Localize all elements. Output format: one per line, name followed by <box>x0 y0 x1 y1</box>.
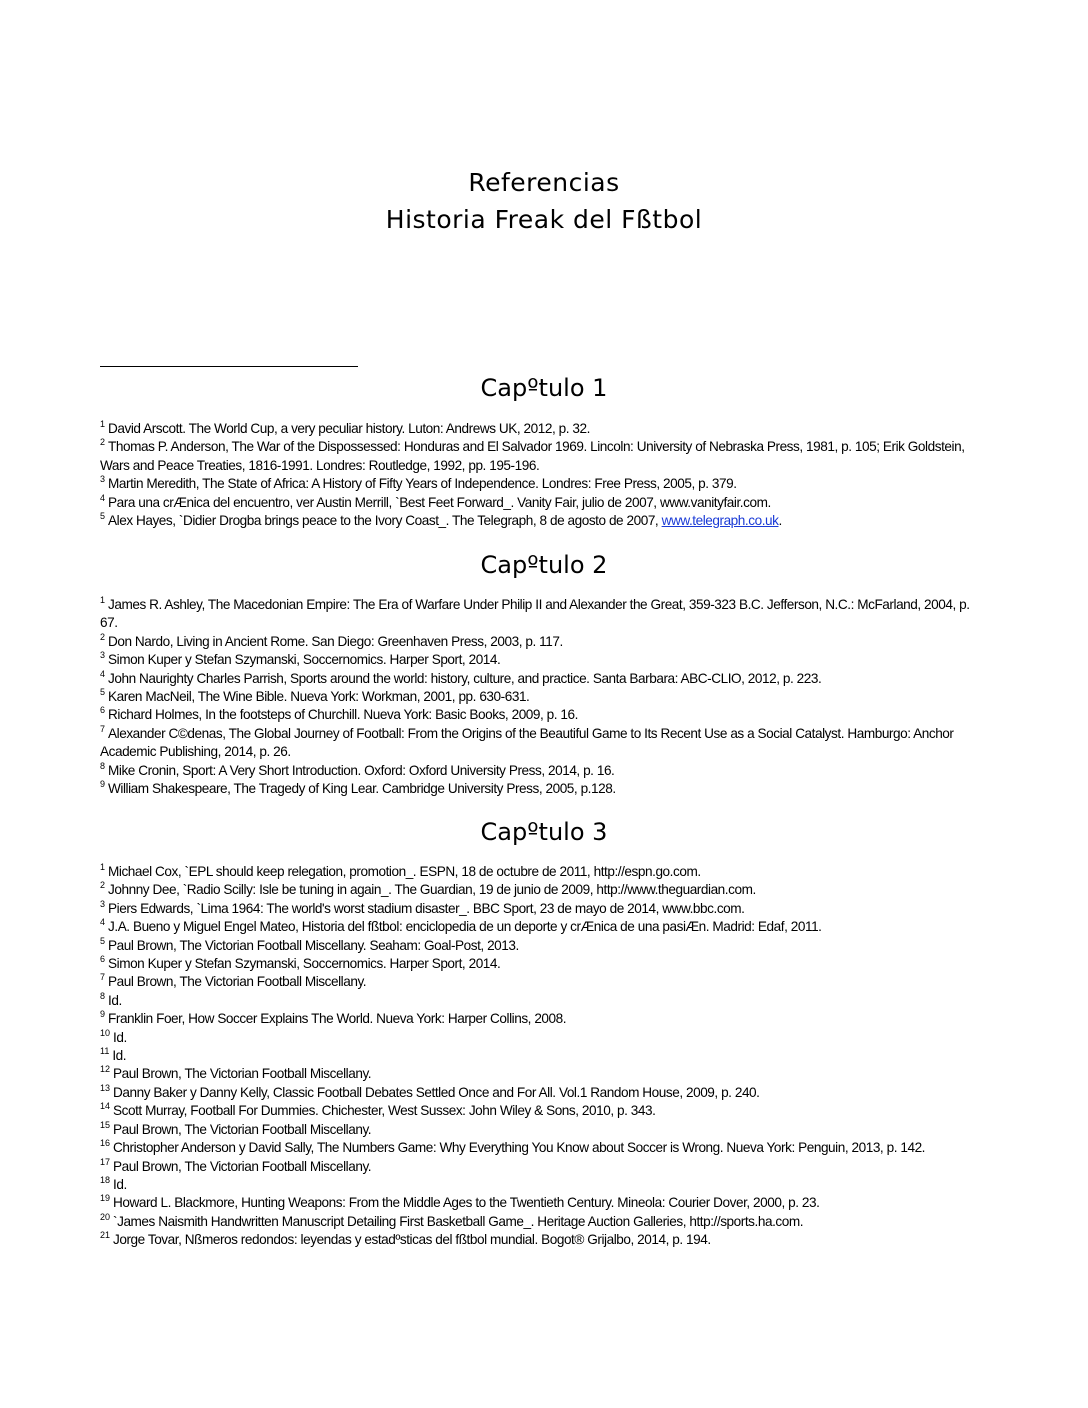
footnote-item <box>100 1029 980 1047</box>
footnote-number: 10 <box>100 1027 111 1038</box>
footnote-text: James R. Ashley, The Macedonian Empire: The Era of Warfare Under Philip II and Alexander the Great, 359-323 B.C. Jefferson, N.C.: McFarland, 2004, p. 67. <box>100 597 970 631</box>
footnote-text: Franklin Foer, How Soccer Explains The World. Nueva York: Harper Collins, 2008. <box>108 1011 567 1027</box>
footnote-number: 3 <box>100 474 106 485</box>
footnote-text: Mike Cronin, Sport: A Very Short Introduction. Oxford: Oxford University Press, 2014, p. 16. <box>108 762 615 778</box>
footnote-text: Danny Baker y Danny Kelly, Classic Football Debates Settled Once and For All. Vol.1 Random House, 2009, p. 240. <box>113 1084 760 1100</box>
footnote-separator <box>100 366 358 367</box>
footnote-text: John Naurighty Charles Parrish, Sports around the world: history, culture, and practice. Santa Barbara: ABC-CLIO, 2012, p. 223. <box>108 670 822 686</box>
footnote-text: J.A. Bueno y Miguel Engel Mateo, Historia del fßtbol: enciclopedia de un deporte y crÆnica de una pasiÆn. Madrid: Edaf, 2011. <box>108 919 822 935</box>
footnote-text: Id. <box>113 1029 127 1045</box>
footnote-item <box>100 1102 980 1120</box>
footnote-item <box>100 918 980 936</box>
footnote-item <box>100 438 980 475</box>
chapter-3-notes <box>100 863 980 1250</box>
footnote-item <box>100 937 980 955</box>
footnote-number: 12 <box>100 1064 111 1075</box>
footnote-number: 5 <box>100 511 106 522</box>
footnote-text: Karen MacNeil, The Wine Bible. Nueva York: Workman, 2001, pp. 630-631. <box>108 689 530 705</box>
footnote-number: 6 <box>100 954 106 965</box>
footnote-item <box>100 475 980 493</box>
footnote-number: 4 <box>100 917 106 928</box>
footnote-number: 13 <box>100 1082 111 1093</box>
footnote-item <box>100 881 980 899</box>
footnote-item <box>100 900 980 918</box>
footnote-number: 11 <box>100 1046 110 1057</box>
footnote-text: Christopher Anderson y David Sally, The Numbers Game: Why Everything You Know about Soccer is Wrong. Nueva York: Penguin, 2013, p. 142. <box>113 1140 926 1156</box>
footnote-item <box>100 670 980 688</box>
footnote-item <box>100 992 980 1010</box>
footnote-text: Thomas P. Anderson, The War of the Dispossessed: Honduras and El Salvador 1969. Lincoln: University of Nebraska Press, 1981, p. 105; Erik Goldstein, Wars and Peace Treaties, 1816-1991. Londres: Routledge, 1992, pp. 195-196. <box>100 439 965 473</box>
footnote-text: Richard Holmes, In the footsteps of Churchill. Nueva York: Basic Books, 2009, p. 16. <box>108 707 578 723</box>
footnote-number: 20 <box>100 1211 111 1222</box>
footnote-text: Howard L. Blackmore, Hunting Weapons: From the Middle Ages to the Twentieth Century. Mineola: Courier Dover, 2000, p. 23. <box>113 1195 820 1211</box>
page-title: Referencias <box>468 168 620 197</box>
footnote-text-tail: . <box>778 513 782 529</box>
footnote-item <box>100 725 980 762</box>
footnote-number: 21 <box>100 1230 111 1241</box>
footnote-text: William Shakespeare, The Tragedy of King Lear. Cambridge University Press, 2005, p.128. <box>108 781 616 797</box>
footnote-number: 4 <box>100 668 106 679</box>
footnote-item <box>100 973 980 991</box>
footnote-text: Id. <box>108 992 122 1008</box>
footnote-number: 14 <box>100 1101 111 1112</box>
footnote-text: Id. <box>112 1048 127 1064</box>
footnote-number: 19 <box>100 1193 111 1204</box>
footnote-item <box>100 1010 980 1028</box>
footnote-item <box>100 1121 980 1139</box>
footnote-link[interactable]: www.telegraph.co.uk <box>661 513 779 529</box>
footnote-item <box>100 780 980 798</box>
footnote-item <box>100 420 980 438</box>
footnote-number: 15 <box>100 1119 111 1130</box>
footnote-item <box>100 1176 980 1194</box>
footnote-text: Paul Brown, The Victorian Football Miscellany. <box>113 1121 372 1137</box>
footnote-item <box>100 1194 980 1212</box>
footnote-number: 2 <box>100 631 106 642</box>
footnote-item <box>100 1047 980 1065</box>
page-subtitle: Historia Freak del Fßtbol <box>385 205 703 234</box>
footnote-text: Para una crÆnica del encuentro, ver Austin Merrill, `Best Feet Forward_. Vanity Fair, julio de 2007, www.vanityfair.com. <box>108 494 771 510</box>
footnote-text: Johnny Dee, `Radio Scilly: Isle be tuning in again_. The Guardian, 19 de junio de 2009, http://www.theguardian.com. <box>108 882 756 898</box>
footnote-number: 5 <box>100 935 106 946</box>
footnote-text: Simon Kuper y Stefan Szymanski, Soccernomics. Harper Sport, 2014. <box>108 956 501 972</box>
footnote-text: Piers Edwards, `Lima 1964: The world's worst stadium disaster_. BBC Sport, 23 de mayo de 2014, www.bbc.com. <box>108 900 745 916</box>
footnote-number: 1 <box>100 595 106 605</box>
footnote-item <box>100 596 980 633</box>
footnote-item <box>100 1084 980 1102</box>
footnote-text: Id. <box>113 1176 127 1192</box>
footnote-item <box>100 1158 980 1176</box>
footnote-item <box>100 955 980 973</box>
footnote-number: 9 <box>100 1009 106 1020</box>
footnote-text: Paul Brown, The Victorian Football Miscellany. <box>108 974 367 990</box>
footnote-number: 17 <box>100 1156 111 1167</box>
footnote-number: 1 <box>100 419 106 429</box>
footnote-number: 8 <box>100 760 106 771</box>
footnote-number: 8 <box>100 990 106 1001</box>
chapter-1-notes <box>100 420 980 530</box>
footnote-item <box>100 633 980 651</box>
footnote-number: 7 <box>100 972 106 983</box>
footnote-item <box>100 863 980 881</box>
chapter-heading-3: Capºtulo 3 <box>480 818 608 846</box>
footnote-item <box>100 1231 980 1249</box>
footnote-number: 9 <box>100 779 106 790</box>
footnote-number: 18 <box>100 1174 111 1185</box>
footnote-number: 3 <box>100 650 106 661</box>
footnote-text: Paul Brown, The Victorian Football Miscellany. Seaham: Goal-Post, 2013. <box>108 937 519 953</box>
footnote-item <box>100 1065 980 1083</box>
footnote-item <box>100 1139 980 1157</box>
footnote-number: 2 <box>100 880 106 891</box>
footnote-item <box>100 688 980 706</box>
footnote-number: 7 <box>100 723 106 734</box>
footnote-text: Paul Brown, The Victorian Football Miscellany. <box>113 1066 372 1082</box>
footnote-item <box>100 1213 980 1231</box>
chapter-heading-1: Capºtulo 1 <box>480 374 608 402</box>
footnote-text: Alexander C©denas, The Global Journey of Football: From the Origins of the Beautiful Game to Its Recent Use as a Social Catalyst. Hamburgo: Anchor Academic Publishing, 2014, p. 26. <box>100 725 954 760</box>
footnote-text: Don Nardo, Living in Ancient Rome. San Diego: Greenhaven Press, 2003, p. 117. <box>108 633 563 649</box>
footnote-text: Michael Cox, `EPL should keep relegation, promotion_. ESPN, 18 de octubre de 2011, http://espn.go.com. <box>108 864 701 879</box>
footnote-number: 5 <box>100 687 106 698</box>
footnote-item <box>100 494 980 512</box>
footnote-number: 3 <box>100 898 106 909</box>
footnote-number: 2 <box>100 437 106 448</box>
footnote-text: Simon Kuper y Stefan Szymanski, Soccernomics. Harper Sport, 2014. <box>108 652 501 668</box>
footnote-text: David Arscott. The World Cup, a very peculiar history. Luton: Andrews UK, 2012, p. 32. <box>108 421 590 436</box>
chapter-heading-2: Capºtulo 2 <box>480 551 608 579</box>
footnote-item <box>100 651 980 669</box>
footnote-number: 6 <box>100 705 106 716</box>
footnote-text: `James Naismith Handwritten Manuscript Detailing First Basketball Game_. Heritage Auction Galleries, http://sports.ha.com. <box>113 1213 804 1229</box>
footnote-text: Scott Murray, Football For Dummies. Chichester, West Sussex: John Wiley & Sons, 2010, p. 343. <box>113 1103 656 1119</box>
footnote-number: 1 <box>100 862 106 872</box>
footnote-text: Alex Hayes, `Didier Drogba brings peace to the Ivory Coast_. The Telegraph, 8 de agosto de 2007, <box>108 513 662 529</box>
footnote-item <box>100 512 980 530</box>
footnote-text: Paul Brown, The Victorian Football Miscellany. <box>113 1158 372 1174</box>
footnote-text: Martin Meredith, The State of Africa: A History of Fifty Years of Independence. Londres: Free Press, 2005, p. 379. <box>108 476 737 492</box>
chapter-2-notes <box>100 596 980 798</box>
footnote-text: Jorge Tovar, Nßmeros redondos: leyendas y estadºsticas del fßtbol mundial. Bogot® Grijalbo, 2014, p. 194. <box>113 1232 711 1248</box>
footnote-number: 16 <box>100 1138 111 1149</box>
footnote-number: 4 <box>100 492 106 503</box>
footnote-item <box>100 706 980 724</box>
footnote-item <box>100 762 980 780</box>
